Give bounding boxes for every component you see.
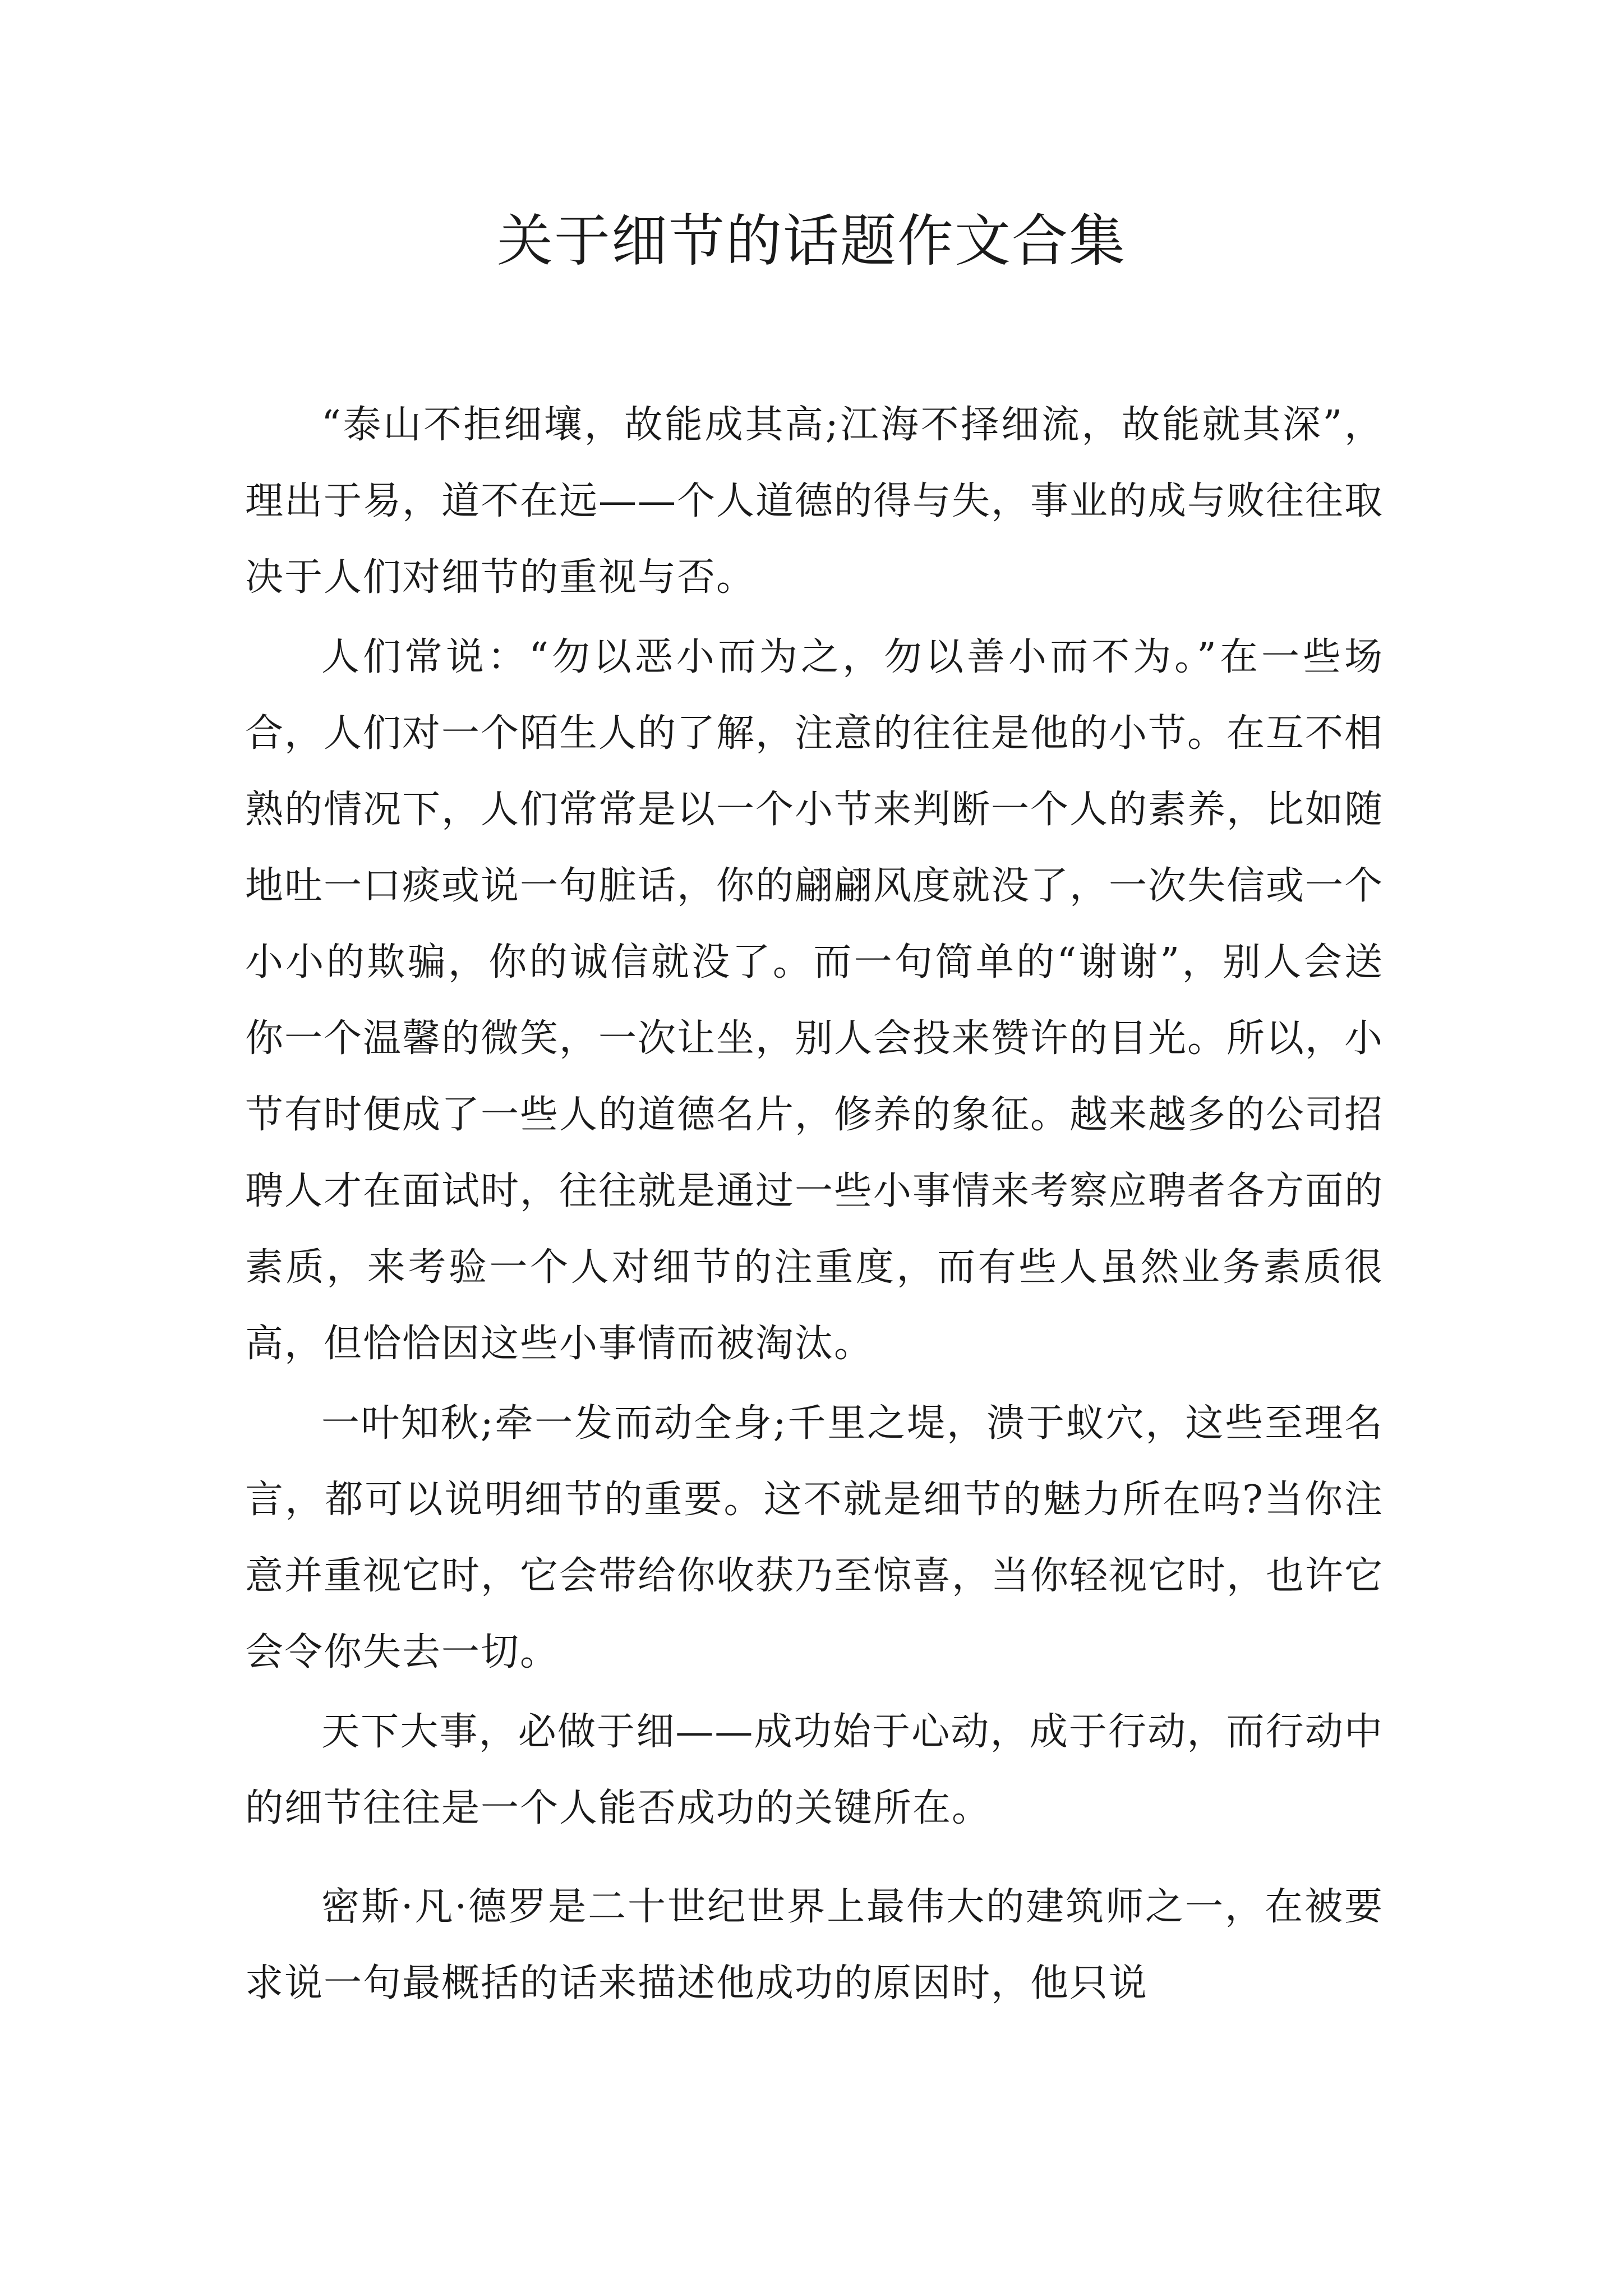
paragraph-2: 人们常说：“勿以恶小而为之，勿以善小而不为。”在一些场合，人们对一个陌生人的了解，注意的往往是他的小节。在互不相熟的情况下，人们常常是以一个小节来判断一个人的素养，比如随地吐一口痰或说一句脏话，你的翩翩风度就没了，一次失信或一个小小的欺骗，你的诚信就没了。而一句简单的“谢谢”，别人会送你一个温馨的微笑，一次让坐，别人会投来赞许的目光。所以，小节有时便成了一些人的道德名片，修养的象征。越来越多的公司招聘人才在面试时，往往就是通过一些小事情来考察应聘者各方面的素质，来考验一个人对细节的注重度，而有些人虽然业务素质很高，但恰恰因这些小事情而被淘汰。 [245, 635, 1384, 1366]
paragraph-1: “泰山不拒细壤，故能成其高;江海不择细流，故能就其深”，理出于易，道不在远——个人道德的得与失，事业的成与败往往取决于人们对细节的重视与否。 [245, 403, 1384, 600]
document-body [245, 387, 1384, 2022]
paragraph-4: 天下大事，必做于细——成功始于心动，成于行动，而行动中的细节往往是一个人能否成功的关键所在。 [245, 1710, 1384, 1830]
document-title: 关于细节的话题作文合集 [497, 208, 1126, 274]
paragraph-5: 密斯·凡·德罗是二十世纪世界上最伟大的建筑师之一，在被要求说一句最概括的话来描述他成功的原因时，他只说 [245, 1885, 1384, 2005]
paragraph-3: 一叶知秋;牵一发而动全身;千里之堤，溃于蚁穴，这些至理名言，都可以说明细节的重要。这不就是细节的魅力所在吗?当你注意并重视它时，它会带给你收获乃至惊喜，当你轻视它时，也许它会令你失去一切。 [245, 1401, 1384, 1674]
